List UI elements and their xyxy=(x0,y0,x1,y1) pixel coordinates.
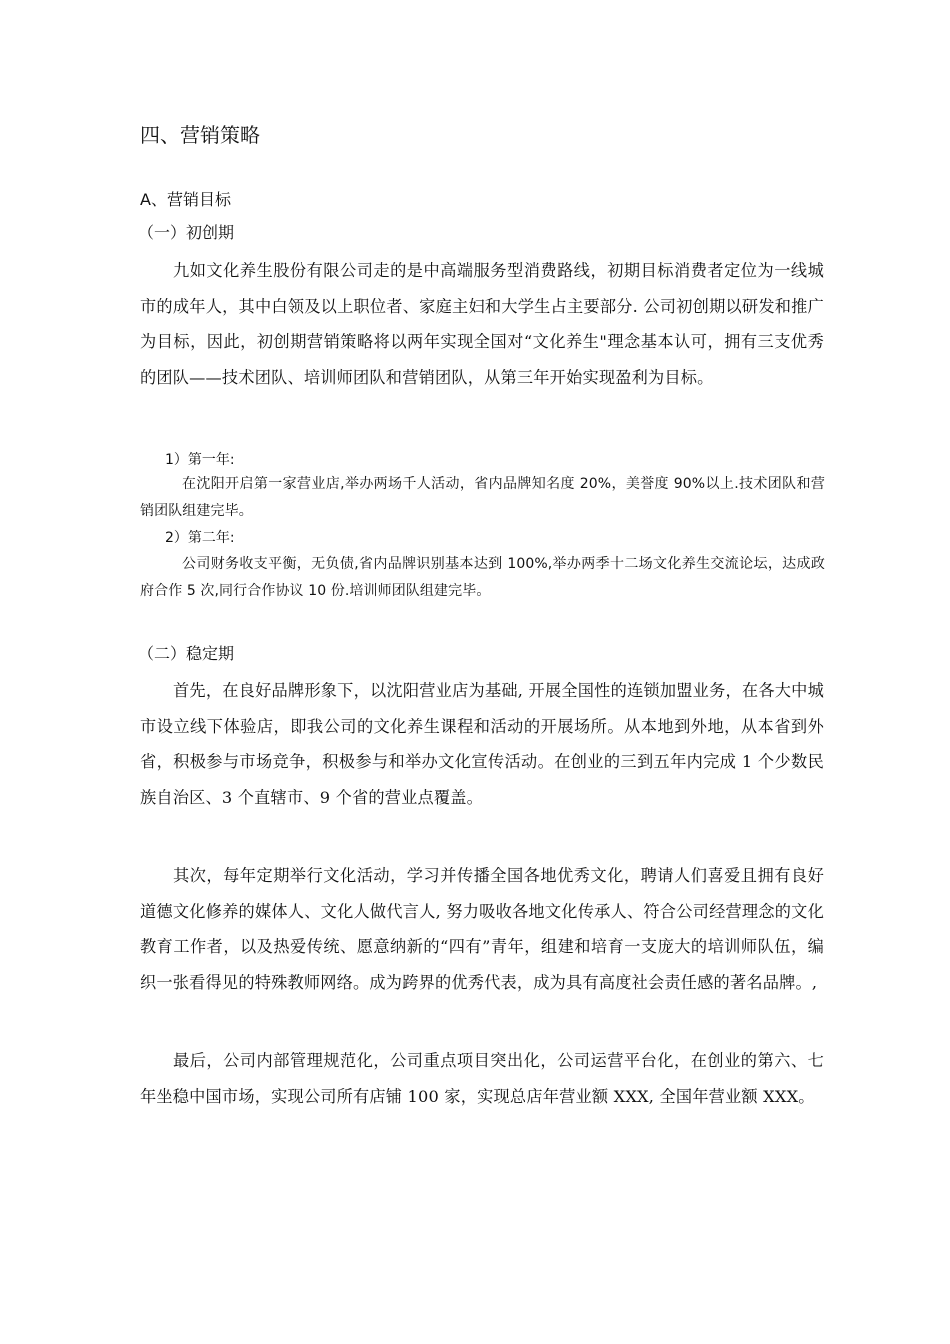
stable-paragraph-third: 最后，公司内部管理规范化，公司重点项目突出化，公司运营平台化，在创业的第六、七年坐稳中国市场，实现公司所有店铺 100 家，实现总店年营业额 XXX, 全国年营业额 XXX。 xyxy=(140,1051,824,1106)
phase-title-startup: （一）初创期 xyxy=(138,223,235,242)
year2-label: 2）第二年: xyxy=(165,530,235,546)
phase-title-stable: （二）稳定期 xyxy=(138,644,235,663)
year1-text: 在沈阳开启第一家营业店,举办两场千人活动，省内品牌知名度 20%，美誉度 90%以上.技术团队和营销团队组建完毕。 xyxy=(140,476,825,519)
stable-paragraph-second: 其次，每年定期举行文化活动，学习并传播全国各地优秀文化，聘请人们喜爱且拥有良好道德文化修养的媒体人、文化人做代言人, 努力吸收各地文化传承人、符合公司经营理念的文化教育工作者，以及热爱传统、愿意纳新的“四有”青年，组建和培育一支庞大的培训师队伍，编织一张看得见的特殊教师网络。成为跨界的优秀代表，成为具有高度社会责任感的著名品牌。, xyxy=(140,866,824,992)
startup-paragraph: 九如文化养生股份有限公司走的是中高端服务型消费路线，初期目标消费者定位为一线城市的成年人，其中白领及以上职位者、家庭主妇和大学生占主要部分. 公司初创期以研发和推广为目标，因此，初创期营销策略将以两年实现全国对“文化养生"理念基本认可，拥有三支优秀的团队——技术团队、培训师团队和营销团队，从第三年开始实现盈利为目标。 xyxy=(140,261,824,387)
year1-label: 1）第一年: xyxy=(165,452,235,468)
year2-text: 公司财务收支平衡，无负债,省内品牌识别基本达到 100%,举办两季十二场文化养生交流论坛，达成政府合作 5 次,同行合作协议 10 份.培训师团队组建完毕。 xyxy=(140,556,825,599)
section-heading: 四、营销策略 xyxy=(140,123,260,147)
subsection-heading: A、营销目标 xyxy=(140,190,231,209)
stable-paragraph-first: 首先，在良好品牌形象下，以沈阳营业店为基础, 开展全国性的连锁加盟业务，在各大中城市设立线下体验店，即我公司的文化养生课程和活动的开展场所。从本地到外地，从本省到外省，积极参与市场竞争，积极参与和举办文化宣传活动。在创业的三到五年内完成 1 个少数民族自治区、3 个直辖市、9 个省的营业点覆盖。 xyxy=(140,681,824,807)
